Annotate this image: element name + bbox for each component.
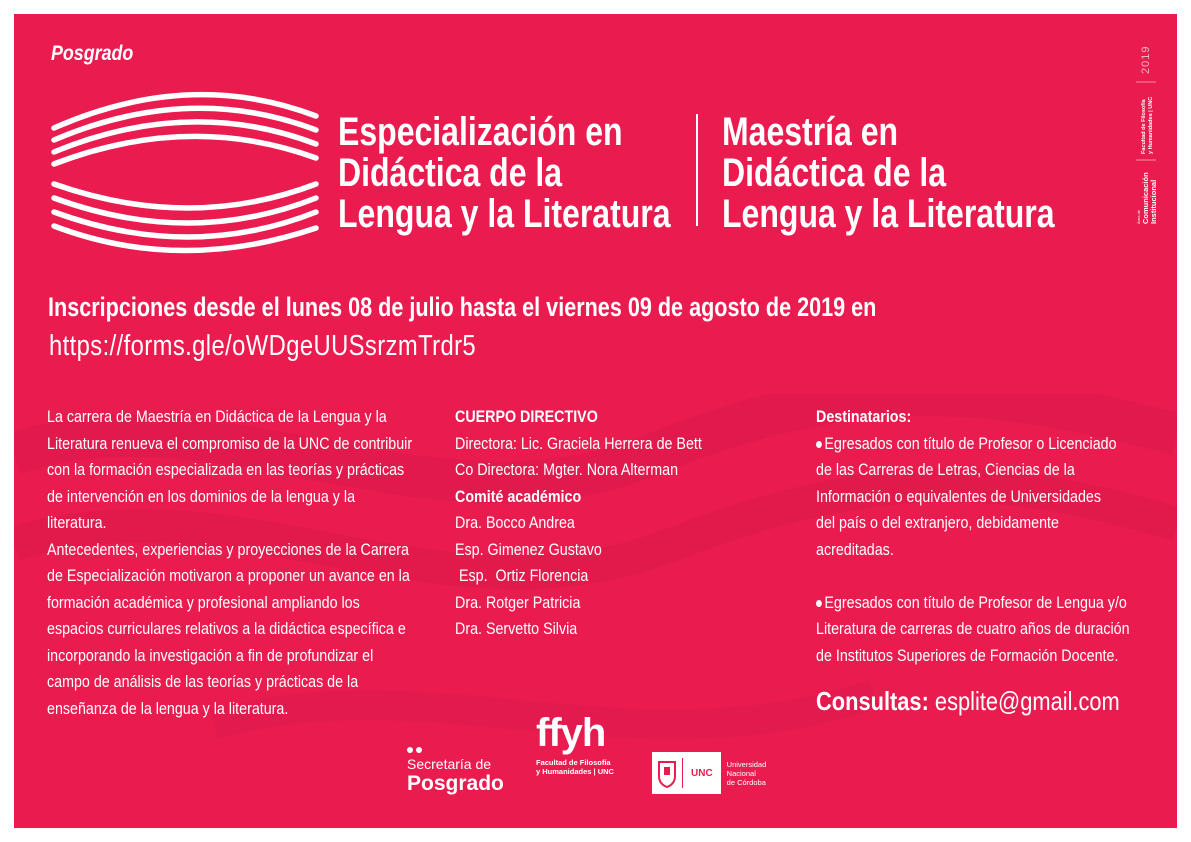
comite-member: Esp. Gimenez Gustavo (455, 539, 602, 559)
cuerpo-directivo (455, 404, 702, 643)
destinatario-line: Egresados con título de Profesor de Lengua y/o (824, 592, 1127, 612)
title-line: Didáctica de la (338, 151, 563, 195)
ffyh-mark: ffyh (536, 711, 606, 755)
bullet-icon (816, 600, 822, 607)
unc-badge (652, 752, 721, 794)
destinatario-item (816, 431, 1130, 458)
title-divider (696, 114, 698, 226)
ffyh-logo (536, 712, 614, 776)
description-line: Antecedentes, experiencias y proyecciones de la Carrera (47, 539, 409, 559)
description-line: con la formación especializada en las teorías y prácticas (47, 460, 405, 479)
description-line: espacios curriculares relativos a la didáctica específica e (47, 619, 406, 638)
ffyh-sub-line: Facultad de Filosofía (536, 758, 611, 767)
destinatario-line: Egresados con título de Profesor o Licenciado (824, 433, 1117, 453)
consultas-email[interactable]: esplite@gmail.com (934, 686, 1120, 716)
side-area-small: Área de (1136, 209, 1141, 224)
title-especializacion (338, 112, 671, 235)
codirectora: Co Directora: Mgter. Nora Alterman (455, 460, 679, 479)
destinatarios-heading: Destinatarios: (816, 407, 912, 426)
side-branding (1132, 44, 1160, 224)
side-faculty-line: Facultad de Filosofía (1141, 99, 1147, 154)
unc-text-line: Universidad (726, 759, 767, 769)
program-description (47, 404, 412, 722)
consultas (816, 686, 1120, 717)
unc-logo (652, 752, 766, 794)
unc-text-line: Nacional (726, 768, 756, 778)
destinatario-line: Información o equivalentes de Universidades (816, 486, 1101, 506)
description-line: literatura. (47, 513, 107, 532)
title-line: Lengua y la Literatura (338, 192, 671, 236)
title-line: Lengua y la Literatura (722, 192, 1055, 236)
side-area-line: Comunicación (1141, 172, 1150, 224)
secretaria-posgrado-logo (407, 747, 504, 795)
description-line: campo de análisis de las teorías y prácticas de la (47, 672, 359, 691)
title-line: Especialización en (338, 110, 623, 154)
title-maestria (722, 112, 1055, 235)
wave-lines-logo (50, 76, 320, 266)
poster (14, 14, 1177, 828)
directora: Directora: Lic. Graciela Herrera de Bett (455, 433, 702, 453)
description-line: de Especialización motivaron a proponer un avance en la (47, 566, 410, 585)
title-line: Didáctica de la (722, 151, 947, 195)
destinatario-line: de Institutos Superiores de Formación Docente. (816, 645, 1119, 665)
cuerpo-heading: CUERPO DIRECTIVO (455, 407, 598, 426)
comite-member: Dra. Servetto Silvia (455, 619, 578, 638)
side-area-line: Institucional (1149, 179, 1158, 224)
title-line: Maestría en (722, 110, 899, 154)
description-line: enseñanza de la lengua y la literatura. (47, 698, 289, 718)
destinatario-line: del país o del extranjero, debidamente (816, 513, 1059, 532)
destinatario-line: Literatura de carreras de cuatro años de duración (816, 619, 1130, 638)
comite-member: Esp. Ortiz Florencia (455, 566, 589, 585)
unc-text-line: de Córdoba (726, 777, 766, 787)
secretaria-line: Posgrado (407, 772, 504, 795)
inscription-dates: Inscripciones desde el lunes 08 de julio hasta el viernes 09 de agosto de 2019 en (48, 292, 877, 322)
dots-icon (407, 747, 504, 753)
comite-heading: Comité académico (455, 486, 582, 506)
side-faculty-line: y Humanidades | UNC (1148, 96, 1154, 154)
unc-shield-icon (652, 752, 682, 794)
inscription-link[interactable]: https://forms.gle/oWDgeUUSsrzmTrdr5 (49, 330, 477, 362)
description-line: Literatura renueva el compromiso de la UNC de contribuir (47, 433, 413, 453)
description-line: formación académica y profesional ampliando los (47, 592, 360, 612)
side-year: 2019 (1140, 45, 1152, 74)
ffyh-sub-line: y Humanidades | UNC (536, 767, 614, 776)
secretaria-line: Secretaría de (407, 756, 492, 772)
description-line: incorporando la investigación a fin de profundizar el (47, 645, 374, 665)
description-line: de intervención en los dominios de la lengua y la (47, 486, 356, 506)
unc-mark: UNC (691, 767, 713, 779)
comite-member: Dra. Rotger Patricia (455, 592, 581, 612)
destinatario-line: acreditadas. (816, 539, 894, 559)
consultas-label: Consultas: (816, 686, 929, 716)
posgrado-tag: Posgrado (51, 42, 134, 65)
bullet-icon (816, 441, 822, 448)
destinatarios (816, 404, 1130, 669)
destinatario-item (816, 590, 1130, 617)
description-line: La carrera de Maestría en Didáctica de la Lengua y la (47, 407, 387, 426)
comite-member: Dra. Bocco Andrea (455, 513, 575, 532)
destinatario-line: de las Carreras de Letras, Ciencias de la (816, 460, 1075, 479)
